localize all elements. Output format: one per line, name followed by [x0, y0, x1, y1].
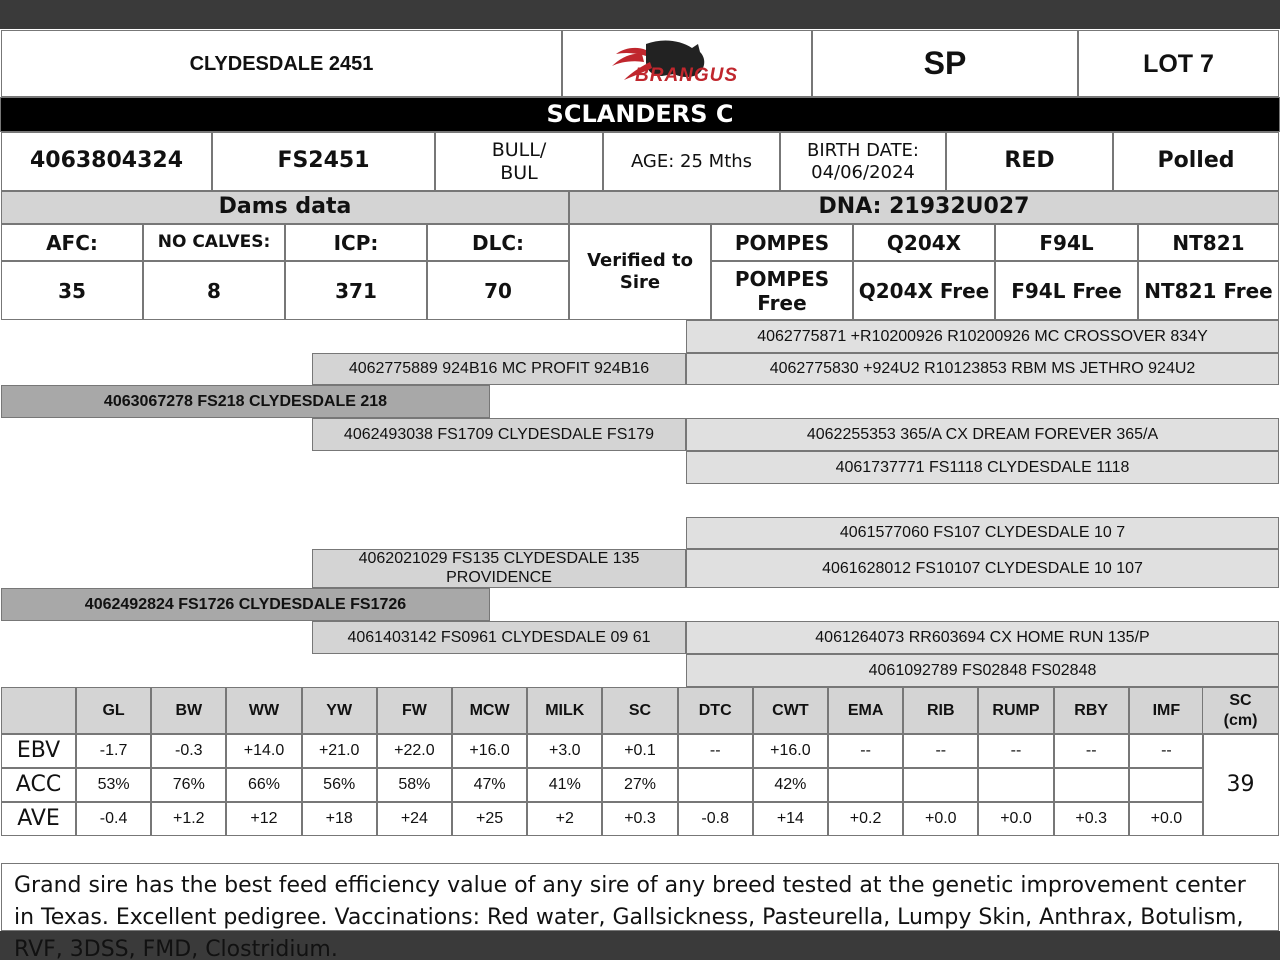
ebv-header-dtc: DTC [678, 687, 753, 734]
ebv-cell: -- [978, 734, 1053, 768]
ebv-cell [903, 768, 978, 802]
ebv-cell: +16.0 [753, 734, 828, 768]
pedigree-sire-dam-sire: 4062255353 365/A CX DREAM FOREVER 365/A [686, 418, 1279, 451]
dna-verified: Verified to Sire [569, 224, 711, 320]
lot-sheet [0, 29, 1280, 960]
ebv-cell: -0.3 [151, 734, 226, 768]
ebv-header-rump: RUMP [978, 687, 1053, 734]
ebv-cell: -- [678, 734, 753, 768]
pedigree-sire-sire-sire: 4062775871 +R10200926 R10200926 MC CROSSOVER 834Y [686, 320, 1279, 353]
ebv-cell: +1.2 [151, 802, 226, 836]
ebv-cell: 53% [76, 768, 151, 802]
ebv-cell: +0.1 [602, 734, 677, 768]
ebv-row-label-ave: AVE [1, 802, 76, 836]
ebv-header-yw: YW [302, 687, 377, 734]
calves-value: 8 [143, 261, 285, 320]
ebv-cell: +0.0 [1129, 802, 1204, 836]
pedigree-sire-dam: 4062493038 FS1709 CLYDESDALE FS179 [312, 418, 686, 451]
ebv-cell: +0.2 [828, 802, 903, 836]
ebv-header-cwt: CWT [753, 687, 828, 734]
birth-date: BIRTH DATE: 04/06/2024 [780, 132, 946, 191]
ebv-header-bw: BW [151, 687, 226, 734]
ebv-cell: 27% [602, 768, 677, 802]
animal-tag: FS2451 [212, 132, 435, 191]
ebv-cell: -1.7 [76, 734, 151, 768]
pedigree-sire-sire: 4062775889 924B16 MC PROFIT 924B16 [312, 353, 686, 385]
ebv-cell: -- [1129, 734, 1204, 768]
ebv-cell [1129, 768, 1204, 802]
pedigree-dam-dam-dam: 4061092789 FS02848 FS02848 [686, 654, 1279, 687]
ebv-cell: -- [828, 734, 903, 768]
ebv-cell [978, 768, 1053, 802]
notes: Grand sire has the best feed efficiency value of any sire of any breed tested at the genetic improvement center in Texas. Excellent pedigree. Vaccinations: Red water, Gallsickness, Pasteurella, Lumpy Skin, Anthrax, Botulism, RVF, 3DSS, FMD, Clostridium. [1, 863, 1279, 931]
dna-title: DNA: 21932U027 [569, 191, 1279, 224]
horn-status: Polled [1113, 132, 1279, 191]
dna-result-nt821: NT821 Free [1138, 261, 1279, 320]
dna-result-q204x: Q204X Free [853, 261, 995, 320]
ebv-cell: +0.0 [903, 802, 978, 836]
ebv-cell: 47% [452, 768, 527, 802]
ebv-header-ema: EMA [828, 687, 903, 734]
dna-result-f94l: F94L Free [995, 261, 1138, 320]
pedigree-dam: 4062492824 FS1726 CLYDESDALE FS1726 [1, 588, 490, 621]
pedigree-dam-sire-dam: 4061628012 FS10107 CLYDESDALE 10 107 [686, 549, 1279, 588]
ebv-cell: +14.0 [226, 734, 301, 768]
pedigree-dam-sire: 4062021029 FS135 CLYDESDALE 135 PROVIDENCE [312, 549, 686, 588]
ebv-cell: +16.0 [452, 734, 527, 768]
ebv-row-label-ebv: EBV [1, 734, 76, 768]
afc-value: 35 [1, 261, 143, 320]
dna-test-f94l: F94L [995, 224, 1138, 261]
ebv-cell: -- [903, 734, 978, 768]
ebv-cell: +24 [377, 802, 452, 836]
dna-result-pompes: POMPES Free [711, 261, 853, 320]
animal-age: AGE: 25 Mths [603, 132, 780, 191]
ebv-header-rib: RIB [903, 687, 978, 734]
ebv-cell: +12 [226, 802, 301, 836]
ebv-cell: 56% [302, 768, 377, 802]
ebv-header-ww: WW [226, 687, 301, 734]
animal-color: RED [946, 132, 1113, 191]
calves-header: NO CALVES: [143, 224, 285, 261]
ebv-cell: 42% [753, 768, 828, 802]
ebv-cell: -0.8 [678, 802, 753, 836]
icp-value: 371 [285, 261, 427, 320]
sire-banner: SCLANDERS C [0, 97, 1280, 132]
ebv-cell [828, 768, 903, 802]
sc-cm-value: 39 [1202, 734, 1279, 836]
ebv-cell: -0.4 [76, 802, 151, 836]
ebv-cell: +18 [302, 802, 377, 836]
ebv-cell: +3.0 [527, 734, 602, 768]
icp-header: ICP: [285, 224, 427, 261]
pedigree-dam-dam: 4061403142 FS0961 CLYDESDALE 09 61 [312, 621, 686, 654]
ebv-cell [678, 768, 753, 802]
animal-sex: BULL/ BUL [435, 132, 603, 191]
ebv-cell: 66% [226, 768, 301, 802]
grade-label: SP [812, 30, 1078, 97]
ebv-cell: -- [1054, 734, 1129, 768]
ebv-row-label-acc: ACC [1, 768, 76, 802]
dna-test-pompes: POMPES [711, 224, 853, 261]
ebv-cell: 41% [527, 768, 602, 802]
ebv-cell: 58% [377, 768, 452, 802]
ebv-header-sc: SC [602, 687, 677, 734]
pedigree-sire: 4063067278 FS218 CLYDESDALE 218 [1, 385, 490, 418]
ebv-cell [1054, 768, 1129, 802]
ebv-header-fw: FW [377, 687, 452, 734]
ebv-header-sc-cm: SC (cm) [1202, 687, 1279, 734]
ebv-header-gl: GL [76, 687, 151, 734]
ebv-cell: 76% [151, 768, 226, 802]
ebv-cell: +22.0 [377, 734, 452, 768]
dlc-header: DLC: [427, 224, 569, 261]
ebv-cell: +0.0 [978, 802, 1053, 836]
ebv-header-imf: IMF [1129, 687, 1204, 734]
ebv-cell: +21.0 [302, 734, 377, 768]
lot-number: LOT 7 [1078, 30, 1279, 97]
dams-title: Dams data [1, 191, 569, 224]
dlc-value: 70 [427, 261, 569, 320]
pedigree-sire-sire-dam: 4062775830 +924U2 R10123853 RBM MS JETHRO 924U2 [686, 353, 1279, 385]
brangus-logo [562, 30, 812, 97]
dna-test-q204x: Q204X [853, 224, 995, 261]
ebv-header-mcw: MCW [452, 687, 527, 734]
pedigree-dam-sire-sire: 4061577060 FS107 CLYDESDALE 10 7 [686, 517, 1279, 549]
animal-name: CLYDESDALE 2451 [1, 30, 562, 97]
ebv-cell: +0.3 [1054, 802, 1129, 836]
afc-header: AFC: [1, 224, 143, 261]
dna-test-nt821: NT821 [1138, 224, 1279, 261]
ebv-corner [1, 687, 76, 734]
ebv-cell: +0.3 [602, 802, 677, 836]
ebv-cell: +2 [527, 802, 602, 836]
logo-text: BRANGUS [635, 65, 739, 86]
ebv-header-rby: RBY [1054, 687, 1129, 734]
ebv-cell: +14 [753, 802, 828, 836]
animal-id: 4063804324 [1, 132, 212, 191]
pedigree-dam-dam-sire: 4061264073 RR603694 CX HOME RUN 135/P [686, 621, 1279, 654]
ebv-header-milk: MILK [527, 687, 602, 734]
ebv-cell: +25 [452, 802, 527, 836]
pedigree-sire-dam-dam: 4061737771 FS1118 CLYDESDALE 1118 [686, 451, 1279, 484]
